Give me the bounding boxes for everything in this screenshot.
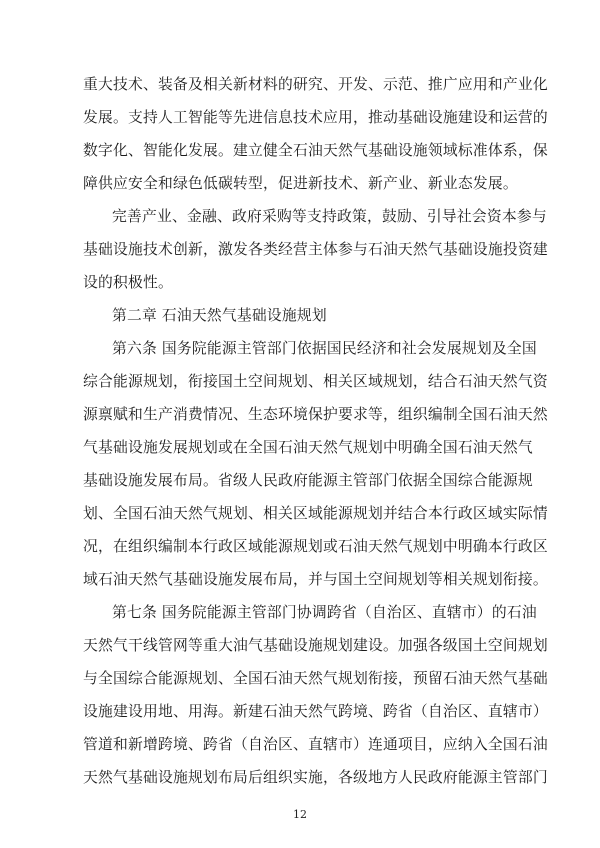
article-7-line: 设施建设用地、用海。新建石油天然气跨境、跨省（自治区、直辖市） [83, 703, 548, 720]
paragraph-line: 障供应安全和绿色低碳转型，促进新技术、新产业、新业态发展。 [83, 175, 518, 192]
paragraph-line: 数字化、智能化发展。建立健全石油天然气基础设施领域标准体系，保 [83, 142, 548, 159]
article-6-line: 第六条 国务院能源主管部门依据国民经济和社会发展规划及全国 [112, 340, 537, 357]
paragraph-line: 重大技术、装备及相关新材料的研究、开发、示范、推广应用和产业化 [83, 76, 548, 93]
paragraph-line: 设的积极性。 [83, 274, 173, 291]
paragraph-line: 完善产业、金融、政府采购等支持政策，鼓励、引导社会资本参与 [112, 208, 547, 225]
paragraph-line: 基础设施技术创新，激发各类经营主体参与石油天然气基础设施投资建 [83, 241, 548, 258]
chapter-heading: 第二章 石油天然气基础设施规划 [112, 307, 327, 324]
article-7-line: 第七条 国务院能源主管部门协调跨省（自治区、直辖市）的石油 [112, 604, 537, 621]
article-6-line: 气基础设施发展规划或在全国石油天然气规划中明确全国石油天然气 [83, 439, 533, 456]
article-6-line: 划、全国石油天然气规划、相关区域能源规划并结合本行政区域实际情 [83, 505, 548, 522]
article-6-line: 况，在组织编制本行政区域能源规划或石油天然气规划中明确本行政区 [83, 538, 548, 555]
article-7-line: 天然气基础设施规划布局后组织实施，各级地方人民政府能源主管部门 [83, 769, 548, 786]
article-7-line: 与全国综合能源规划、全国石油天然气规划衔接，预留石油天然气基础 [83, 670, 548, 687]
article-6-line: 综合能源规划，衔接国土空间规划、相关区域规划，结合石油天然气资 [83, 373, 548, 390]
article-7-line: 天然气干线管网等重大油气基础设施规划建设。加强各级国土空间规划 [83, 637, 548, 654]
article-6-line: 基础设施发展布局。省级人民政府能源主管部门依据全国综合能源规 [83, 472, 533, 489]
page-number: 12 [293, 808, 307, 821]
article-7-line: 管道和新增跨境、跨省（自治区、直辖市）连通项目，应纳入全国石油 [83, 736, 548, 753]
article-6-line: 域石油天然气基础设施发展布局，并与国土空间规划等相关规划衔接。 [83, 571, 548, 588]
paragraph-line: 发展。支持人工智能等先进信息技术应用，推动基础设施建设和运营的 [83, 109, 548, 126]
article-6-line: 源禀赋和生产消费情况、生态环境保护要求等，组织编制全国石油天然 [83, 406, 548, 423]
